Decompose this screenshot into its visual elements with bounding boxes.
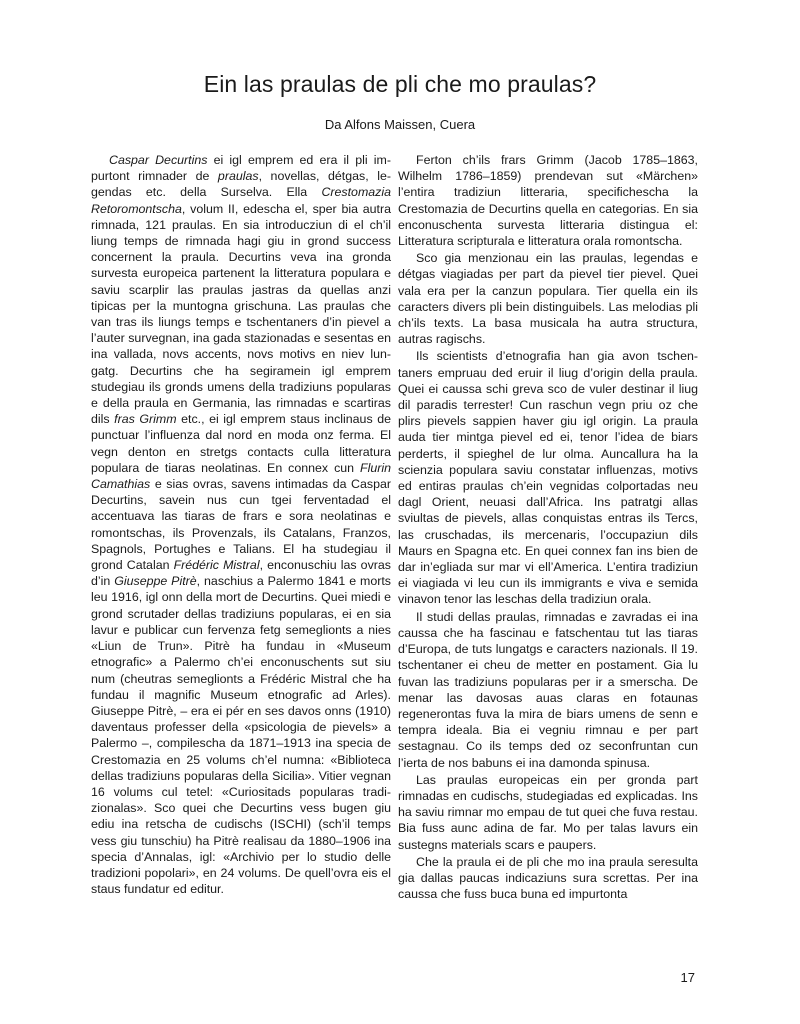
paragraph: Sco gia menzionau ein las praulas, legendas e détgas viagiadas per part da pievel tier pievel. Quei vala era per la canzun populara. Tier quella ein ils caracters divers pli bein distinguibels. Las melodias pli ch’ils texts. La basa musicala ha autra structura, autras ragischs. [398,251,698,347]
paragraph: Ils scientists d’etnografia han gia avon tschentaners empruau ded eruir il liug d’origin della praula. Quei ei caussa schi greva sco de vuler destinar il liug dil paradis terrester! Cun raschun vegn priu oz che plirs pievels sappien haver giu igl origin. La praula auda tier mintga pievel ed ei, tenor l’idea de biars perderts, il spieghel de lur olma. Auncallura ha la scienzia populara saviu constatar influenzas, motivs ed entiras praulas ch’ein vegnidas colportadas neu dagl Orient, neuasi dall’Africa. Ins patratgi allas sviultas de pievels, allas conquistas entras ils Tercs, las cruschadas, ils mercenaris, l’occupaziun dils Maurs en Spagna etc. En quei connex fan ins bien de dar in’egliada sur mar vi ell’America. L’entira tradiziun ei viagiada vi leu cun ils immigrants e viva e semida vinavon tenor las leschas della tradiziun orala. [398,349,698,607]
page-number: 17 [680,970,695,985]
column-left [91,152,391,897]
paragraph: Las praulas europeicas ein per gronda part rimnadas en cudischs, studegiadas ed explicadas. Ins ha saviu rimnar mo empau de tut quei che fuva restau. Bia fuss aunc adina de far. Mo per talas lavurs ein sustegns materials scars e paupers. [398,772,698,852]
paragraph: Il studi dellas praulas, rimnadas e zavradas ei ina caussa che ha fascinau e fatschentau tut las tiaras d’Europa, de tuts lungatgs e caracters nazionals. Il 19. tschentaner ei cheu de metter en postament. Gia lu fuvan las tradiziuns popularas per ir a smerscha. De menar las davosas auas claras en fotaunas regenerontas fuva la mira de biars umens de senn e tempra ideala. Bia ei vegniu rimnau e per part sestagnau. Co ils temps ded oz seconfruntan cun l’ierta de nos babuns ei ina damonda spinusa. [398,609,698,770]
column-right [398,152,698,902]
paragraph: Caspar Decurtins ei igl emprem ed era il pli impurtont rimnader de praulas, novellas, détgas, legendas etc. della Surselva. Ella Crestomazia Retoromontscha, volum II, edescha el, sper bia autra rimnada, 121 praulas. En sia introducziun di el ch’il liung temps de rimnada hagi giu in grond success concernent la praula. Decurtins veva ina gronda survesta europeica partenent la litteratura populara e saviu scarplir las praulas jastras da quellas anzi tipicas per la muntogna grischuna. Las praulas che van tras ils liungs temps e tschentaners d’in pievel a l’auter survegnan, ina gada stazionadas e sesentas en ina vallada, novs accents, novs motivs en niev lungatg. Decurtins che ha segiramein igl emprem studegiau ils gronds umens della tradiziuns popularas e della praula en Germania, las rimnadas e scartiras dils fras Grimm etc., ei igl emprem staus inclinaus de punctuar l’influenza dal nord en moda onz ferma. El vegn denton en stretgs contacts culla litteratura populara de tiaras neolatinas. En connex cun Flurin Camathias e sias ovras, savens intimadas da Caspar Decurtins, savein nus cun tgei ferventadad el accentuava las tiaras de frars e sora neolatinas e romontschas, ils Provenzals, ils Catalans, Franzos, Spagnols, Portughes e Talians. El ha studegiau il grond Catalan Frédéric Mistral, enconuschiu las ovras d’in Giuseppe Pitrè, naschius a Palermo 1841 e morts leu 1916, igl onn della mort de Decurtins. Quei miedi e grond scrutader dellas tradiziuns popularas, ei en sia lavur e publicar cun fervenza fetg semeglionts a nies «Liun de Trun». Pitrè ha fundau in «Museum etnografic» a Palermo ch’ei enconuschents sut siu num (cheutras semeglionts a Frédéric Mistral che ha fundau il magnific Museum etnografic ad Arles). Giuseppe Pitrè, – era ei pér en ses davos onns (1910) daventaus professer della «psicologia de pievels» a Palermo –, compilescha da 1871–1913 ina specia de Crestomazia en 25 volums ch’el numna: «Biblioteca dellas tradiziuns popularas della Sicilia». Vitier vegnan 16 volums cul tetel: «Curiositads popularas tradizionalas». Sco quei che Decurtins vess bugen giu ediu ina retscha de cudischs (ISCHI) (sch’il temps vess giu tunschiu) ha Pitrè realisau da 1880–1906 ina specia d’Annalas, igl: «Archivio per lo studio delle tradizioni popolari», en 24 volums. De quell’ovra eis el staus fundatur ed editur. [91,153,392,897]
paragraph: Ferton ch’ils frars Grimm (Jacob 1785–1863, Wilhelm 1786–1859) prendevan sut «Märchen» l’entira tradiziun litteraria, specificheschа la Crestomazia de Decurtins quella en categorias. En sia enconuschenta survesta litteraria distingua el: Litteratura scripturala e litteratura orala romontscha. [398,153,698,249]
paragraph: Che la praula ei de pli che mo ina praula seresulta gia dallas paucas indicaziuns sura screttas. Per ina caussa che fuss buca buna ed impurtonta [398,854,698,902]
article-byline: Da Alfons Maissen, Cuera [324,117,476,132]
article-title: Ein las praulas de pli che mo praulas? [203,71,597,97]
